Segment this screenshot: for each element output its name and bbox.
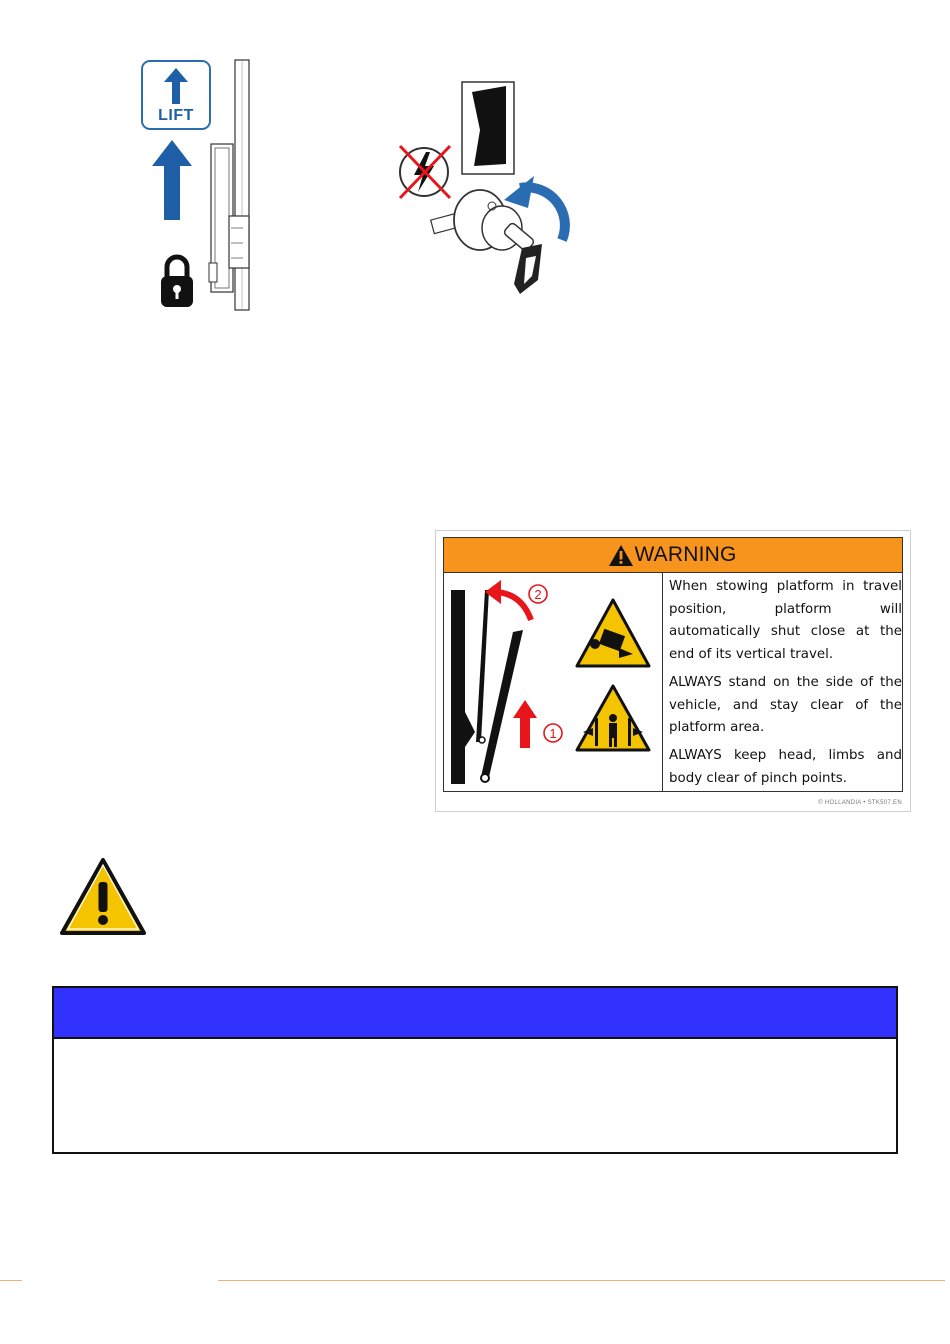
warning-paragraph-1: When stowing platform in travel position, platform will automatically shut close at the end of its vertical travel. [669,579,902,663]
footer-rule-right [218,1280,945,1281]
decal-pictograms [443,572,653,786]
warning-text [669,576,902,790]
warning-paragraph-2: ALWAYS stand on the side of the vehicle, and stay clear of the platform area. [669,674,902,736]
switch-and-key-illustration [392,80,572,300]
crush-hazard-icon [577,600,649,666]
footer-rule-left [0,1280,22,1281]
platform-side-view [205,58,260,313]
stowing-sequence-icon [451,580,562,784]
decal-footer: © HOLLANDIA • STK507.EN [818,800,902,806]
warning-header [444,538,902,573]
warning-paragraph-3: ALWAYS keep head, limbs and body clear of pinch points. [669,747,902,786]
step-2-marker: 2 [534,587,542,602]
notice-box [52,986,898,1154]
padlock-icon [160,252,194,308]
warning-title: WARNING [634,543,737,566]
no-power-icon [400,146,450,198]
lift-sign-icon [141,60,211,130]
warning-triangle-icon [609,545,633,566]
lift-label: LIFT [158,107,194,124]
rocker-switch-icon [462,82,514,174]
caution-triangle-icon [60,858,146,936]
notice-header-bar [54,988,896,1039]
pinch-hazard-icon [577,686,649,750]
step-1-marker: 1 [549,726,557,741]
warning-decal [435,530,911,812]
up-arrow-icon [152,140,192,220]
